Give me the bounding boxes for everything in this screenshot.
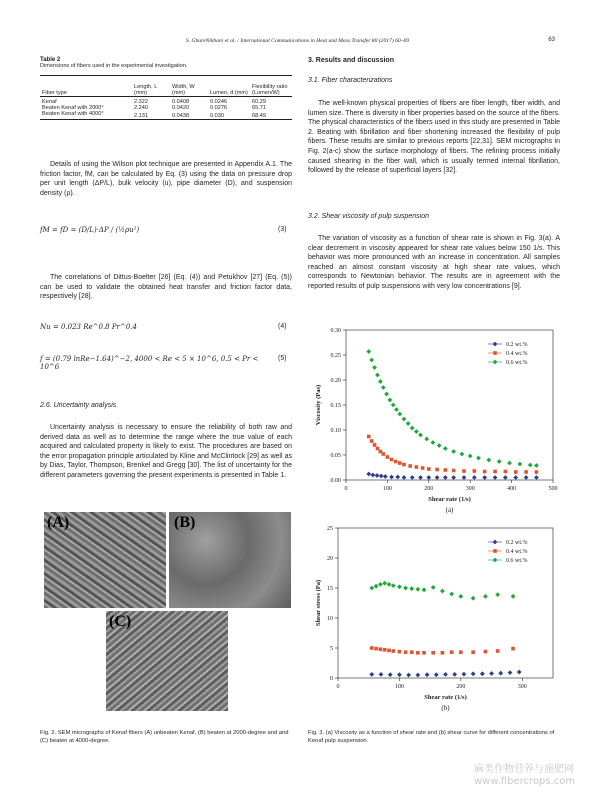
data-point [398, 650, 402, 654]
data-point [493, 475, 498, 480]
paragraph-uncertainty: Uncertainty analysis is necessary to ensure the reliability of both raw and derived data as well as to determine the range where the true value of each acquired and calculated property is likely to exist. The procedures are based on the error propagation principle articulated by Kline and McClintock [29] as well as by Dias, Taylor, Thompson, Brenkel and Gregg [30]. The list of uncertainty for the different parameters governing the present experiments is presented in Table 1. [40, 424, 292, 479]
x-tick-label: 500 [548, 486, 558, 492]
data-point [397, 412, 402, 417]
data-point [391, 649, 395, 653]
data-point [415, 587, 420, 592]
data-point [391, 403, 396, 408]
table-row: Kenaf 2.322 0.0408 0.0246 60.29 [42, 99, 266, 105]
y-tick-label: 0 [330, 676, 333, 682]
data-point [374, 647, 378, 651]
data-point [496, 649, 500, 653]
data-point [410, 650, 414, 654]
data-point [493, 470, 497, 474]
legend-marker [493, 342, 498, 347]
panel-label: (b) [441, 704, 450, 712]
section-3-1-heading: 3.1. Fiber characterizations [308, 77, 393, 84]
data-point [366, 472, 371, 477]
data-point [386, 455, 390, 459]
data-point [383, 648, 387, 652]
col-header: Lumen, d (mm) [210, 90, 248, 96]
paragraph-shear-viscosity: The variation of viscosity as a function of shear rate is shown in Fig. 3(a). A clear decrement in viscosity appeared for shear rate values below 150 1/s. This behavior was more pronounced with an increase in concentration. All samples reached an almost constant viscosity at high shear rate values, which corresponds to Newtonian behavior. The results are in agreement with the reported results of pulp suspensions with very low concentrations [9]. [308, 235, 560, 290]
data-point [471, 650, 475, 654]
table-row: Beaten Kenaf with 4000° 2.131 0.0438 0.030 68.49 [42, 111, 266, 119]
data-point [379, 647, 383, 651]
data-point [410, 426, 415, 431]
data-point [378, 379, 383, 384]
watermark: 麻类作物营养与施肥网 www.fibercrops.com [474, 764, 576, 787]
table-body [40, 75, 292, 120]
data-point [424, 437, 429, 442]
data-point [452, 469, 456, 473]
data-point [379, 672, 384, 677]
data-point [382, 581, 387, 586]
data-point [431, 585, 436, 590]
data-point [373, 443, 377, 447]
data-point [441, 651, 445, 655]
data-point [517, 462, 522, 467]
y-tick-label: 0.10 [330, 428, 341, 434]
legend-marker [493, 540, 498, 545]
data-point [414, 429, 419, 434]
panel-label: (A) [47, 514, 70, 531]
data-point [462, 469, 466, 473]
data-point [443, 672, 448, 677]
data-point [450, 650, 454, 654]
data-point [503, 475, 508, 480]
data-point [524, 475, 529, 480]
y-tick-label: 0.20 [330, 378, 341, 384]
data-point [375, 473, 380, 478]
data-point [387, 582, 392, 587]
x-tick-label: 100 [394, 684, 404, 690]
y-tick-label: 25 [327, 526, 333, 532]
data-point [402, 417, 407, 422]
y-tick-label: 0.25 [330, 353, 341, 359]
data-point [443, 446, 448, 451]
data-point [504, 470, 508, 474]
data-point [451, 449, 456, 454]
x-tick-label: 300 [465, 486, 475, 492]
equation-3-number: (3) [278, 226, 287, 233]
section-2-6-heading: 2.6. Uncertainty analysis [40, 402, 117, 409]
data-point [434, 672, 439, 677]
data-point [374, 584, 379, 589]
legend-marker [493, 360, 498, 365]
data-point [387, 398, 392, 403]
legend-marker [493, 558, 498, 563]
data-point [406, 673, 411, 678]
sem-image-beaten-4000 [106, 611, 228, 711]
x-tick-label: 200 [456, 684, 466, 690]
section-3-2-heading: 3.2. Shear viscosity of pulp suspension [308, 213, 430, 220]
data-point [421, 466, 425, 470]
y-tick-label: 0.15 [330, 403, 341, 409]
data-point [369, 672, 374, 677]
data-point [406, 421, 411, 426]
data-point [388, 672, 393, 677]
data-point [535, 470, 539, 474]
data-point [476, 456, 481, 461]
y-tick-label: 0.05 [330, 453, 341, 459]
col-header: Width, W (mm) [172, 84, 195, 96]
viscosity-chart [308, 322, 563, 522]
data-point [425, 672, 430, 677]
data-point [402, 463, 406, 467]
data-point [371, 473, 376, 478]
y-tick-label: 5 [330, 646, 333, 652]
data-point [507, 461, 512, 466]
data-point [458, 594, 463, 599]
data-point [398, 461, 402, 465]
data-point [459, 650, 463, 654]
x-tick-label: 100 [382, 486, 392, 492]
data-point [387, 649, 391, 653]
x-tick-label: 200 [424, 486, 434, 492]
panel-label: (C) [109, 613, 132, 630]
data-point [486, 458, 491, 463]
data-point [514, 470, 518, 474]
legend-marker [493, 549, 497, 553]
y-axis-label: Shear stress (Pa) [315, 579, 322, 627]
data-point [511, 594, 516, 599]
page-number: 63 [548, 37, 555, 43]
data-point [370, 646, 374, 650]
data-point [468, 454, 473, 459]
y-tick-label: 20 [327, 556, 333, 562]
data-point [369, 586, 374, 591]
data-point [383, 474, 388, 479]
data-point [397, 672, 402, 677]
data-point [517, 670, 522, 675]
data-point [511, 647, 515, 651]
data-point [381, 385, 386, 390]
x-tick-label: 300 [517, 684, 527, 690]
equation-5: f = (0.79 lnRe−1.64)^−2, 4000 < Re < 5 × 10^6, 0.5 < Pr < 10^6 [40, 355, 259, 371]
legend-label: 0.6 wt.% [506, 360, 528, 366]
data-point [524, 470, 528, 474]
y-tick-label: 10 [327, 616, 333, 622]
data-point [422, 587, 427, 592]
data-point [403, 586, 408, 591]
data-point [449, 592, 454, 597]
equation-3: fM = fD = (D/L)·ΔP / (½ρu²) [40, 226, 140, 234]
data-point [370, 439, 374, 443]
legend-label: 0.2 wt.% [506, 540, 528, 546]
sem-image-beaten-2000 [169, 512, 291, 608]
data-point [431, 651, 435, 655]
data-point [418, 475, 423, 480]
data-point [366, 349, 371, 354]
data-point [375, 373, 380, 378]
x-axis-label: Shear rate (1/s) [424, 694, 467, 701]
data-point [416, 651, 420, 655]
data-point [422, 651, 426, 655]
data-point [462, 475, 467, 480]
equation-5-number: (5) [278, 355, 287, 362]
data-point [483, 594, 488, 599]
legend-label: 0.2 wt.% [506, 342, 528, 348]
data-point [473, 469, 477, 473]
data-point [397, 584, 402, 589]
panel-label: (B) [174, 514, 196, 531]
data-point [443, 475, 448, 480]
paragraph-friction-factor: Details of using the Wilson plot technique are presented in Appendix A.1. The friction factor, fM, can be calculated by Eq. (3) using the data on pressure drop per unit length (ΔP/L), bulk velocity (u), pipe diameter (D), and suspension density (ρ). [40, 161, 292, 197]
paragraph-fiber-characterizations: The well-known physical properties of fibers are fiber length, fiber width, and lumen size. There is diversity in fiber properties based on the source of the fibers. The physical characteristics of the fibers used in this study are presented in Table 2. Beating with fibrillation and fiber shortening increased the flexibility of pulp fibers. These results are similar to previous reports [22,31]. SEM micrographs in Fig. 2(a-c) show the surface morphology of fibers. The refining process initially caused shearing in the fiber wall, which is usually termed internal fibrillation, followed by the release of superficial layers [32]. [308, 100, 560, 175]
data-point [389, 475, 394, 480]
data-point [528, 463, 533, 468]
equation-4-number: (4) [278, 323, 287, 330]
data-point [395, 475, 400, 480]
data-point [452, 672, 457, 677]
data-point [391, 583, 396, 588]
data-point [431, 440, 436, 445]
x-tick-label: 0 [336, 684, 340, 690]
col-header: Flexibility ratio (Lumen/W) [252, 84, 288, 96]
data-point [440, 589, 445, 594]
data-point [460, 452, 465, 457]
data-point [482, 475, 487, 480]
data-point [534, 463, 539, 468]
data-point [483, 470, 487, 474]
y-tick-label: 0.30 [330, 328, 341, 334]
data-point [534, 475, 539, 480]
data-point [471, 671, 476, 676]
y-axis-label: Viscosity (Pas) [315, 384, 322, 426]
data-point [426, 475, 431, 480]
paragraph-correlations: The correlations of Dittus-Boelter [26] (Eq. (4)) and Petukhov [27] (Eq. (5)) can be used to validate the obtained heat transfer and friction factor data, respectively [28]. [40, 274, 292, 301]
running-header: S. GhareNikhani et al. / International Communications in Heat and Mass Transfer 80 (2017) 60–69 [185, 38, 410, 44]
data-point [378, 582, 383, 587]
section-3-heading: 3. Results and discussion [308, 57, 394, 64]
data-point [408, 464, 412, 468]
data-point [394, 460, 398, 464]
table-row: Beaten Kenaf with 2000° 2.240 0.0420 0.0276 65.71 [42, 105, 266, 111]
fig3-caption: Fig. 3. (a) Viscosity as a function of shear rate and (b) shear curve for different concentrations of Kenaf pulp suspension. [308, 730, 555, 744]
table-caption: Dimensions of fibers used in the experimental investigation. [40, 63, 188, 69]
legend-marker [493, 351, 497, 355]
data-point [471, 596, 476, 601]
fig2-caption: Fig. 2. SEM micrographs of Kenaf fibers (A) unbeaten Kenaf, (B) beaten at 2000-degree and and (C) beaten at 4000-degree. [40, 730, 289, 744]
data-point [462, 672, 467, 677]
table-2 [40, 57, 292, 120]
data-point [415, 465, 419, 469]
data-point [372, 365, 377, 370]
data-point [404, 650, 408, 654]
col-header: Fiber type [42, 90, 67, 96]
data-point [410, 475, 415, 480]
shear-stress-chart [308, 522, 563, 722]
data-point [418, 433, 423, 438]
data-point [435, 468, 439, 472]
data-point [451, 475, 456, 480]
col-header: Length, L (mm) [134, 84, 158, 96]
data-point [497, 459, 502, 464]
data-point [427, 467, 431, 471]
x-tick-label: 0 [344, 486, 348, 492]
table-label: Table 2 [40, 57, 61, 63]
x-tick-label: 400 [507, 486, 517, 492]
data-point [402, 475, 407, 480]
data-point [444, 468, 448, 472]
legend-label: 0.4 wt.% [506, 351, 528, 357]
data-point [415, 673, 420, 678]
data-point [495, 592, 500, 597]
data-point [367, 435, 371, 439]
data-point [513, 475, 518, 480]
legend-label: 0.4 wt.% [506, 549, 528, 555]
data-point [484, 650, 488, 654]
data-point [472, 475, 477, 480]
data-point [369, 358, 374, 363]
data-point [384, 392, 389, 397]
data-point [381, 452, 385, 456]
x-axis-label: Shear rate (1/s) [428, 496, 471, 503]
data-point [379, 474, 384, 479]
y-tick-label: 15 [327, 586, 333, 592]
y-tick-label: 0.00 [330, 478, 341, 484]
data-point [498, 671, 503, 676]
sem-image-unbeaten [44, 512, 166, 608]
data-point [409, 586, 414, 591]
data-point [394, 407, 399, 412]
panel-label: (a) [445, 506, 454, 514]
data-point [435, 475, 440, 480]
data-point [508, 670, 513, 675]
data-point [489, 671, 494, 676]
legend-label: 0.6 wt.% [506, 558, 528, 564]
data-point [437, 443, 442, 448]
data-point [480, 671, 485, 676]
equation-4: Nu = 0.023 Re^0.8 Pr^0.4 [40, 323, 137, 331]
data-point [390, 458, 394, 462]
